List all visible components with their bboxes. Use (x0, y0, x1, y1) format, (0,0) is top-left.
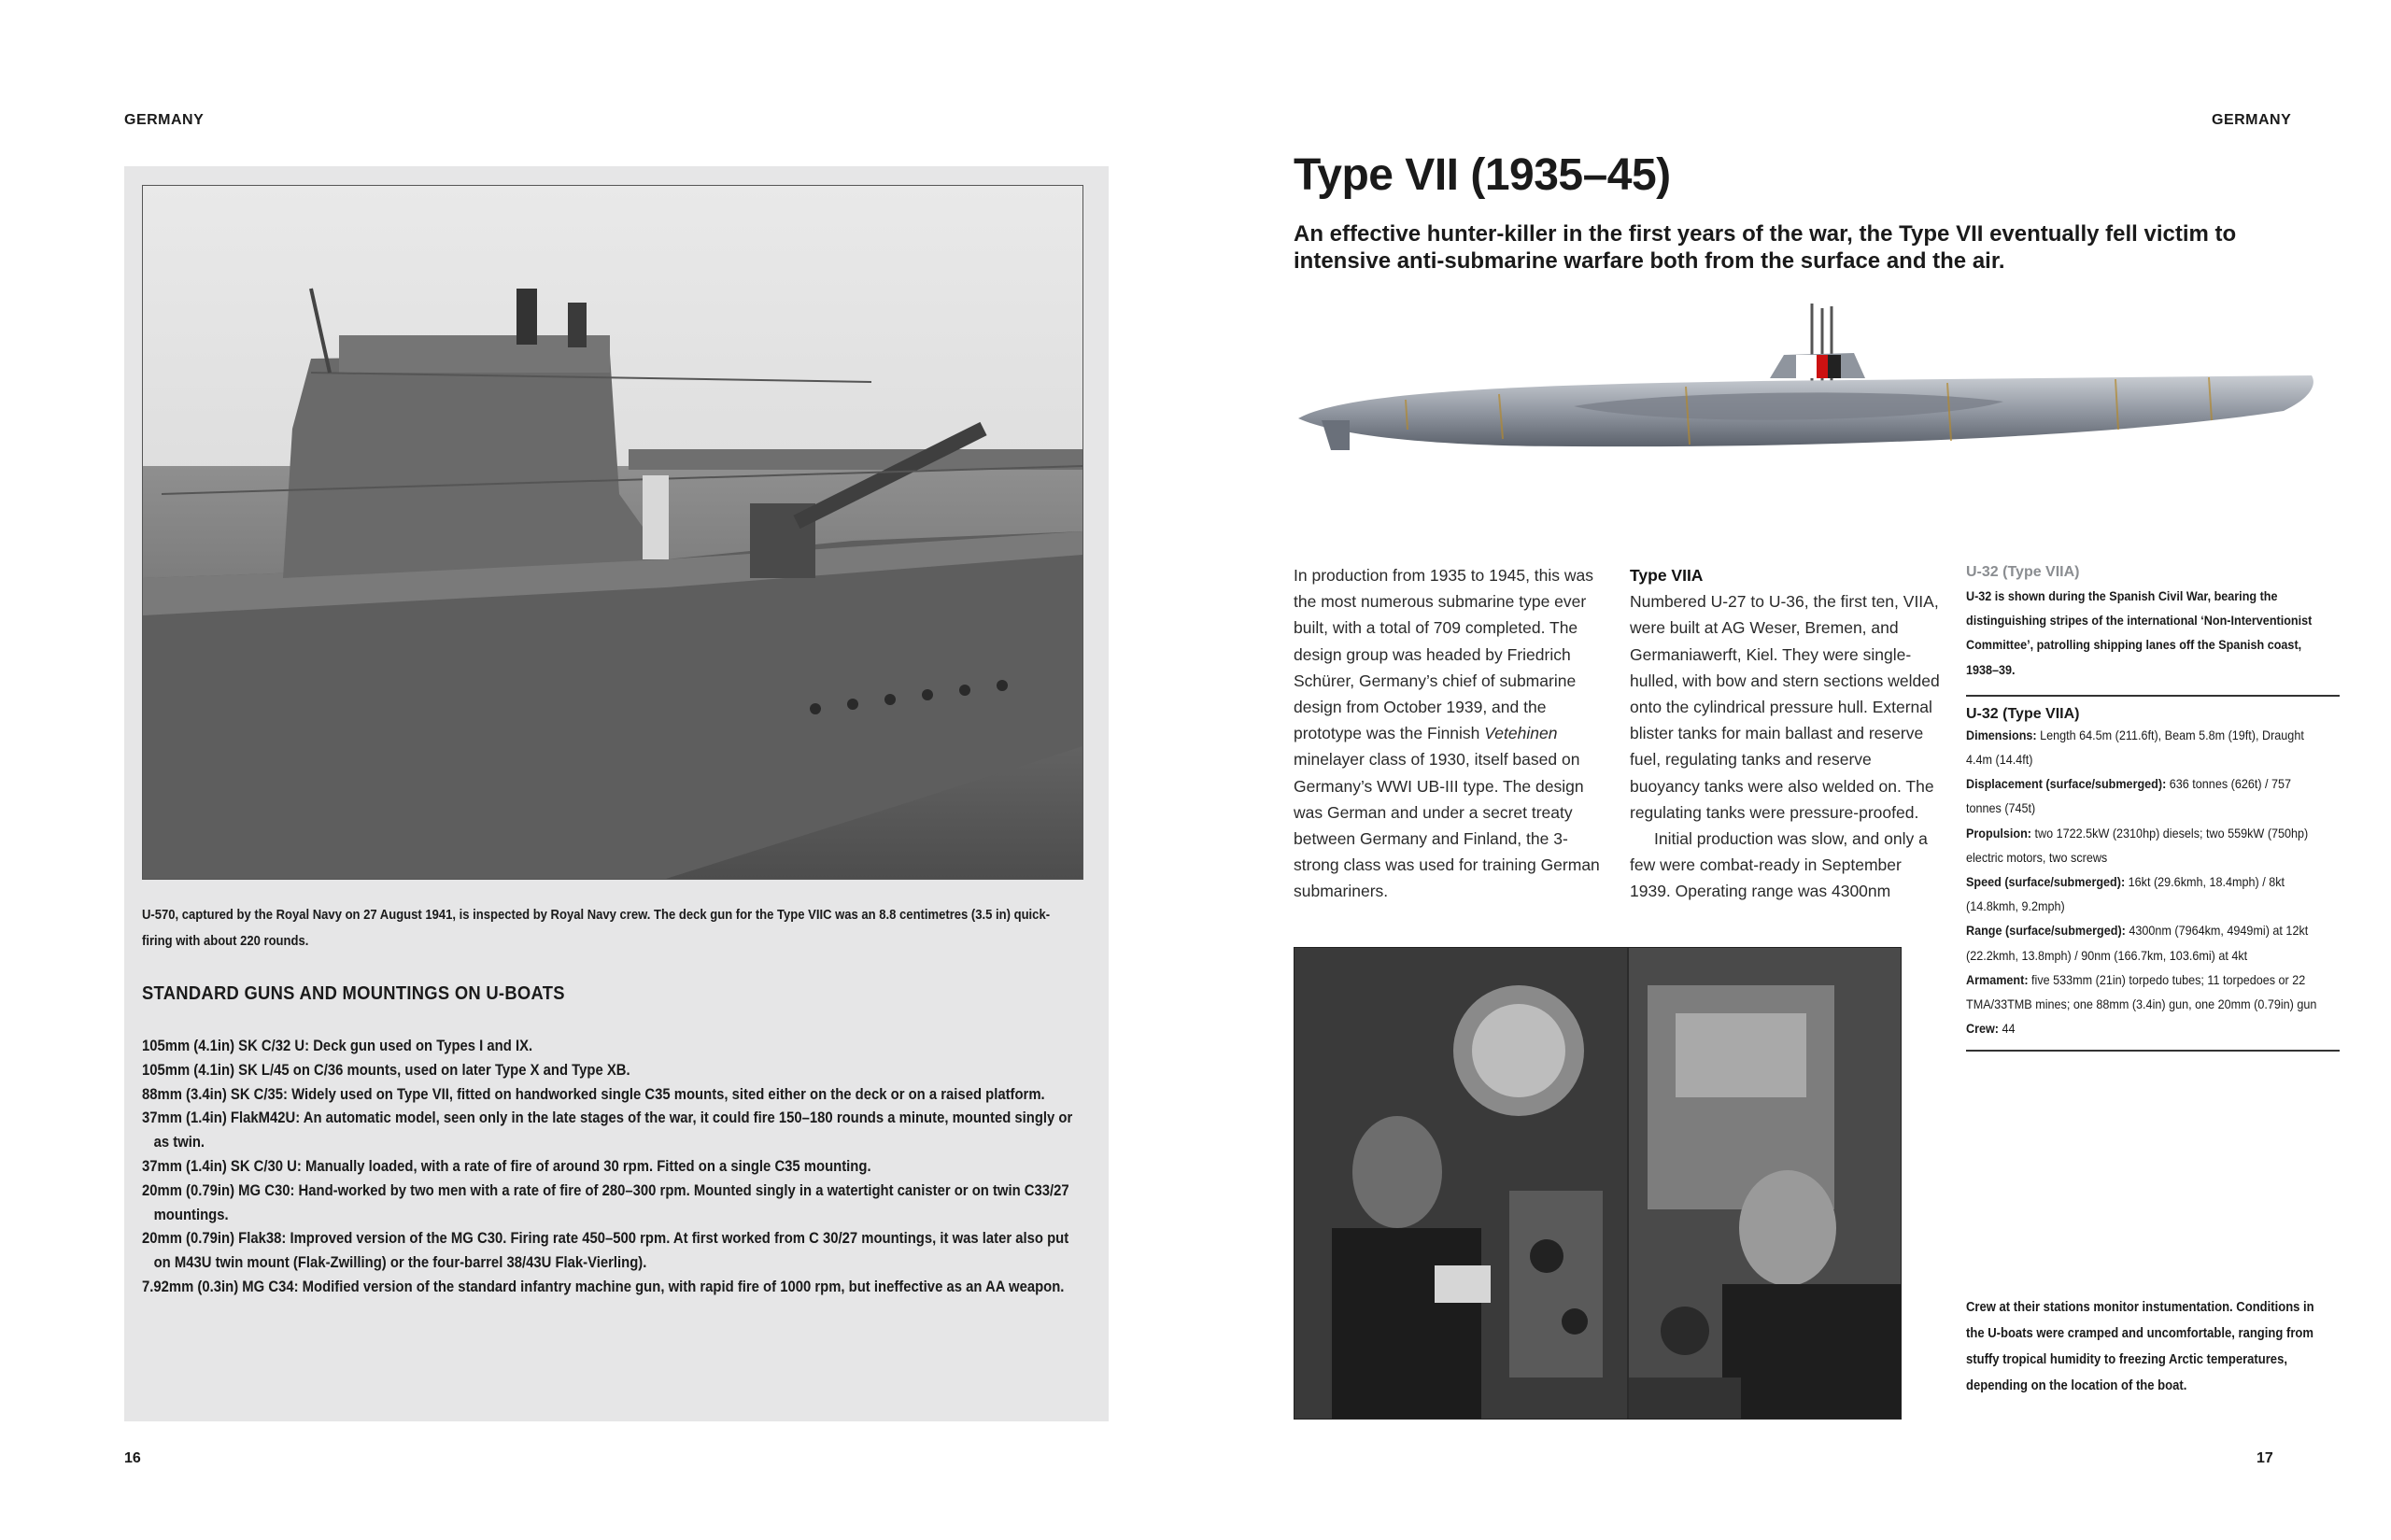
spec-label: Speed (surface/submerged): (1966, 874, 2126, 890)
profile-caption-text: U-32 is shown during the Spanish Civil War, bearing the distinguishing stripes of the international ‘Non-Interventionist Committee’, patrolling shipping lanes off the Spanish coast, 1938–39. (1966, 588, 2313, 677)
spec-row (1966, 968, 2327, 1016)
spec-value: 4300nm (7964km, 4949mi) at 12kt (22.2kmh, 13.8mph) / 90nm (166.7km, 103.6mi) at 4kt (1966, 923, 2309, 963)
gun-item: 88mm (3.4in) SK C/35: Widely used on Type VII, fitted on handworked single C35 mounts, sited either on the deck or on a raised platform. (142, 1085, 1045, 1103)
u32-profile-drawing (1294, 280, 2321, 514)
spec-value: 636 tonnes (626t) / 757 tonnes (745t) (1966, 776, 2292, 816)
spec-row (1966, 918, 2327, 967)
page-title: Type VII (1935–45) (1294, 150, 1671, 200)
specs-top-rule (1966, 695, 2340, 697)
spec-row (1966, 821, 2327, 869)
body-col1-text-1: In production from 1935 to 1945, this was the most numerous submarine type ever built, with a total of 709 completed. The design group was headed by Friedrich Schürer, Germany’s chief of submarine design from October 1939, and the prototype was the Finnish (1294, 566, 1594, 743)
profile-caption-column (1966, 564, 2340, 1052)
u570-photo-caption: U-570, captured by the Royal Navy on 27 August 1941, is inspected by Royal Navy crew. The deck gun for the Type VIIC was an 8.8 centimetres (3.5 in) quick-firing with about 220 rounds. (142, 908, 1051, 949)
spec-label: Propulsion: (1966, 825, 2032, 841)
running-head-right: GERMANY (2212, 112, 2292, 128)
type-viia-subheading: Type VIIA (1630, 566, 1704, 585)
u570-photo (142, 185, 1083, 880)
spec-value: two 1722.5kW (2310hp) diesels; two 559kW (750hp) electric motors, two screws (1966, 825, 2309, 865)
gun-item: 37mm (1.4in) FlakM42U: An automatic model, seen only in the late stages of the war, it could fire 150–180 rounds a minute, mounted singly or as twin. (142, 1109, 1073, 1151)
specs-heading: U-32 (Type VIIA) (1966, 705, 2080, 722)
body-col1-text-2: minelayer class of 1930, itself based on Germany’s WWI UB-III type. The design was German and under a secret treaty between Germany and Finland, the 3-strong class was used for training German submariners. (1294, 750, 1600, 901)
gun-item: 37mm (1.4in) SK C/30 U: Manually loaded, with a rate of fire of around 30 rpm. Fitted on a single C35 mounting. (142, 1157, 871, 1175)
crew-photo-left (1295, 948, 1627, 1419)
crew-photo-right (1629, 948, 1901, 1419)
gun-item: 7.92mm (0.3in) MG C34: Modified version of the standard infantry machine gun, with rapid fire of 1000 rpm, but ineffective as an AA weapon. (142, 1278, 1065, 1295)
type-viia-paragraph-1: Numbered U-27 to U-36, the first ten, VIIA, were built at AG Weser, Bremen, and Germaniawerft, Kiel. They were single-hulled, with bow and stern sections welded onto the cylindrical pressure hull. External blister tanks for main ballast and reserve fuel, regulating tanks and reserve buoyancy tanks were also welded on. The regulating tanks were pressure-proofed. (1630, 592, 1940, 822)
gun-item: 20mm (0.79in) MG C30: Hand-worked by two men with a rate of fire of 280–300 rpm. Mounted singly in a watertight canister or on twin C33/27 mountings. (142, 1181, 1069, 1223)
spec-row (1966, 869, 2327, 918)
body-column-2 (1630, 562, 1943, 905)
spec-value: Length 64.5m (211.6ft), Beam 5.8m (19ft), Draught 4.4m (14.4ft) (1966, 727, 2304, 768)
guns-heading: STANDARD GUNS AND MOUNTINGS ON U-BOATS (142, 983, 565, 1004)
body-column-1 (1294, 562, 1606, 905)
specs-bottom-rule (1966, 1050, 2340, 1052)
spec-label: Displacement (surface/submerged): (1966, 776, 2167, 792)
gun-item: 20mm (0.79in) Flak38: Improved version of the MG C30. Firing rate 450–500 rpm. At first worked from C 30/27 mountings, it was later also put on M43U twin mount (Flak-Zwilling) or the four-barrel 38/43U Flak-Vierling). (142, 1230, 1069, 1272)
u32-profile-illustration (1294, 280, 2321, 514)
gun-item: 105mm (4.1in) SK C/32 U: Deck gun used on Types I and IX. (142, 1038, 533, 1054)
spec-label: Crew: (1966, 1021, 2000, 1037)
standfirst: An effective hunter-killer in the first years of the war, the Type VII eventually fell victim to intensive anti-submarine warfare both from the surface and the air. (1294, 221, 2237, 274)
spec-row (1966, 1016, 2327, 1040)
page-number-right: 17 (2257, 1450, 2273, 1466)
vetehinen-italic: Vetehinen (1484, 724, 1558, 743)
spec-label: Dimensions: (1966, 727, 2037, 742)
profile-caption-heading: U-32 (Type VIIA) (1966, 564, 2080, 580)
type-viia-paragraph-2: Initial production was slow, and only a few were combat-ready in September 1939. Operating range was 4300nm (1630, 829, 1928, 901)
running-head-left: GERMANY (124, 112, 205, 128)
page-number-left: 16 (124, 1450, 141, 1466)
spec-value: five 533mm (21in) torpedo tubes; 11 torpedoes or 22 TMA/33TMB mines; one 88mm (3.4in) gun, one 20mm (0.79in) gun (1966, 971, 2317, 1012)
crew-interior-photo (1294, 947, 1902, 1420)
spec-label: Range (surface/submerged): (1966, 923, 2126, 939)
spec-row (1966, 771, 2327, 820)
u570-photo-illustration (143, 186, 1082, 879)
specs-list (1966, 723, 2327, 1041)
guns-list (142, 1035, 1075, 1300)
spec-value: 44 (1999, 1021, 2016, 1037)
crew-photo-caption: Crew at their stations monitor instumentation. Conditions in the U-boats were cramped and uncomfortable, ranging from stuffy tropical humidity to freezing Arctic temperatures, depending on the location of the boat. (1966, 1300, 2314, 1393)
gun-item: 105mm (4.1in) SK L/45 on C/36 mounts, used on later Type X and Type XB. (142, 1061, 630, 1079)
spec-value: 16kt (29.6kmh, 18.4mph) / 8kt (14.8kmh, 9.2mph) (1966, 874, 2285, 914)
spec-row (1966, 723, 2327, 771)
spec-label: Armament: (1966, 971, 2029, 987)
